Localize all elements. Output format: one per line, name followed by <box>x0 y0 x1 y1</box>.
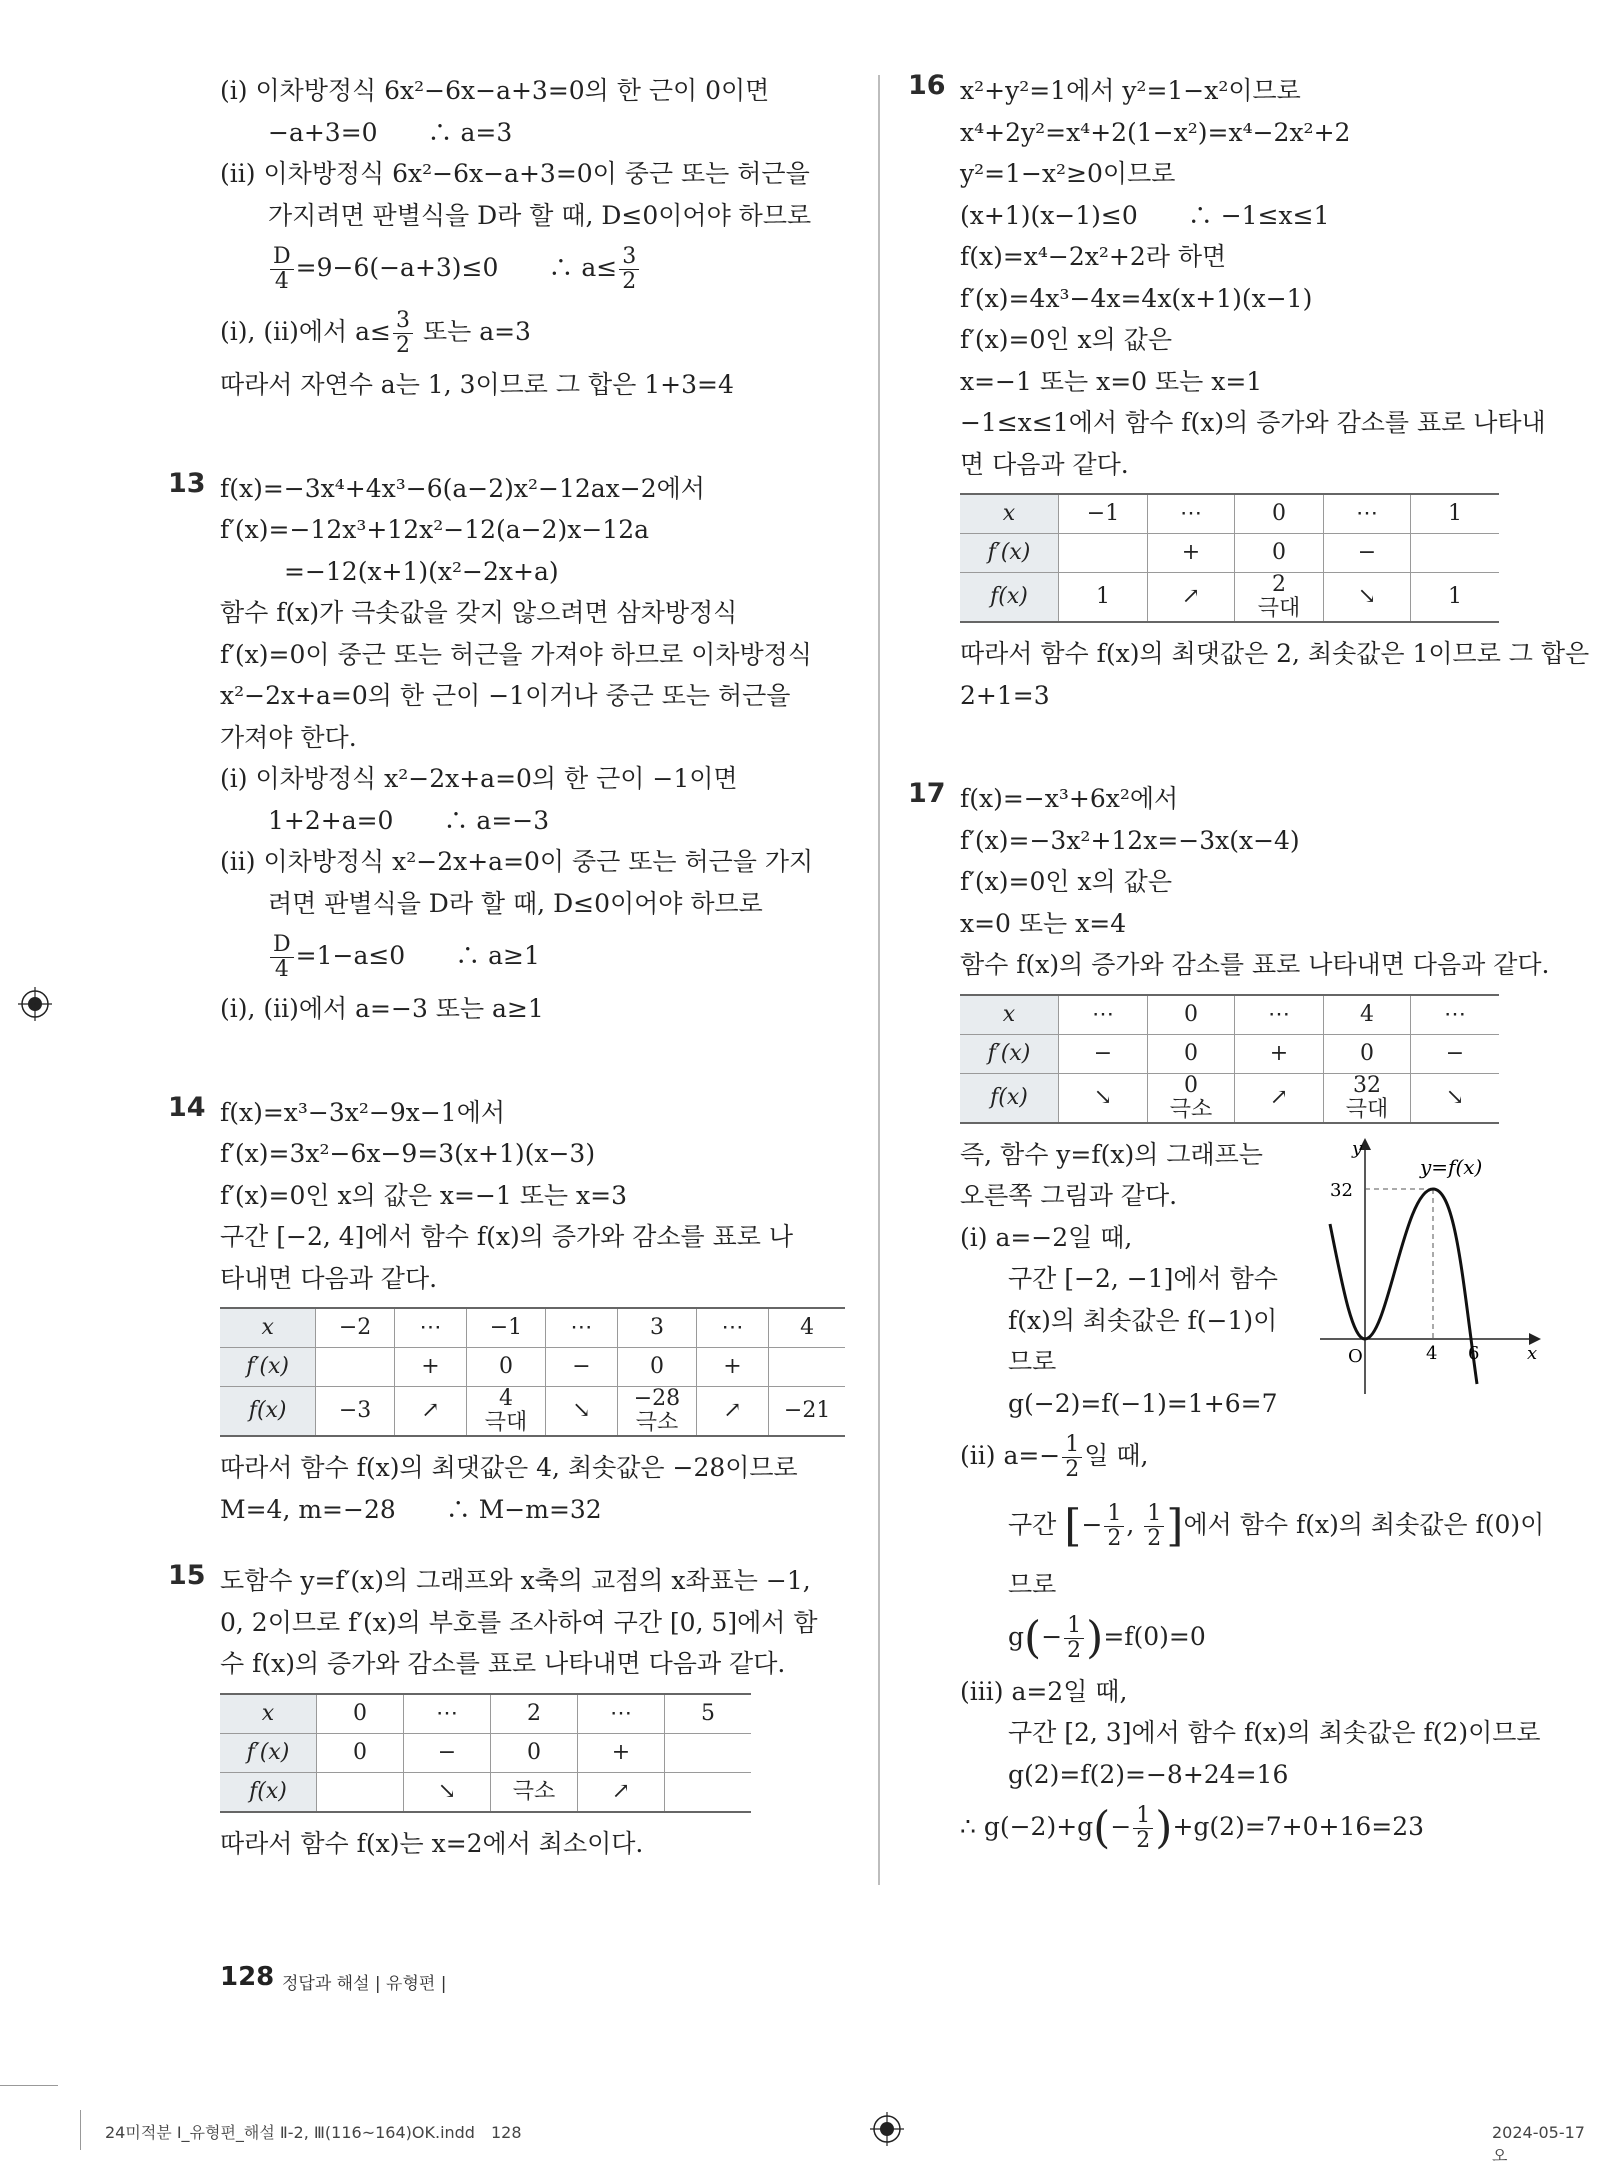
table-cell: x <box>220 1694 317 1734</box>
table-cell: ⋯ <box>696 1308 768 1348</box>
fraction: $\frac{1}{2}$ <box>1104 1502 1124 1551</box>
table-row <box>220 1733 751 1772</box>
text-line: x=−1 또는 x=0 또는 x=1 <box>960 366 1263 396</box>
text-line: f′(x)=3x²−6x−9=3(x+1)(x−3) <box>220 1139 596 1168</box>
table-cell: 4 <box>1324 995 1411 1035</box>
table-cell: 0 <box>1235 534 1324 573</box>
fraction-line: $\frac{D}{4}$ =1−a≤0 ∴ a≥1 <box>220 924 845 988</box>
table-cell: −28 극소 <box>618 1387 697 1437</box>
table-cell: 1 <box>1411 494 1500 534</box>
table-cell: 2 극대 <box>1235 573 1324 623</box>
table-row <box>220 1772 751 1812</box>
table-cell: 0 <box>1148 1034 1235 1073</box>
table-cell <box>317 1772 404 1812</box>
table-cell: − <box>1324 534 1411 573</box>
table-cell: 0 <box>618 1348 697 1387</box>
table-cell: ⋯ <box>1324 494 1411 534</box>
text-line: 면 다음과 같다. <box>960 449 1129 479</box>
table-cell: − <box>404 1733 491 1772</box>
table-cell <box>769 1348 845 1387</box>
table-cell: 4 극대 <box>467 1387 545 1437</box>
problem-number: 16 <box>908 70 946 101</box>
table-cell <box>316 1348 394 1387</box>
text-line: 타내면 다음과 같다. <box>220 1263 438 1293</box>
text-line: 므로 <box>1008 1347 1057 1376</box>
table-row <box>220 1308 845 1348</box>
table-cell: −1 <box>1059 494 1148 534</box>
table-cell: 0 <box>1324 1034 1411 1073</box>
text-line: 함수 f(x)의 증가와 감소를 표로 나타내면 다음과 같다. <box>960 950 1550 979</box>
text-line: f(x)=−x³+6x²에서 <box>960 784 1179 813</box>
text-line: g(2)=f(2)=−8+24=16 <box>1008 1759 1289 1789</box>
table-row <box>960 534 1499 573</box>
table-cell <box>665 1733 752 1772</box>
table-cell: − <box>1411 1034 1500 1073</box>
crop-mark <box>80 2110 81 2150</box>
table-cell <box>665 1772 752 1812</box>
table-cell: 4 <box>769 1308 845 1348</box>
table-cell: ⋯ <box>1059 995 1148 1035</box>
text-line: 즉, 함수 y=f(x)의 그래프는 <box>960 1139 1263 1169</box>
column-divider <box>878 75 880 1885</box>
table-cell: f(x) <box>220 1387 316 1437</box>
problem-number: 17 <box>908 778 946 809</box>
fraction-line: ∴ g(−2)+g(− $\frac{1}{2}$ )+g(2)=7+0+16=23 <box>960 1802 1425 1854</box>
text-line: 1+2+a=0 ∴ a=−3 <box>268 805 550 835</box>
tick-6: 6 <box>1468 1342 1480 1364</box>
right-column <box>908 70 1590 1861</box>
text-line: (ⅱ) 이차방정식 x²−2x+a=0이 중근 또는 허근을 가지 <box>220 847 814 876</box>
fraction: $\frac{D}{4}$ <box>270 933 294 982</box>
fraction-line: (ⅰ), (ⅱ)에서 a≤ $\frac{3}{2}$ 또는 a=3 <box>220 308 531 358</box>
table-cell: 극소 <box>491 1772 578 1812</box>
text-line: 0, 2이므로 f′(x)의 부호를 조사하여 구간 [0, 5]에서 함 <box>220 1607 818 1637</box>
table-cell: ⋯ <box>545 1308 617 1348</box>
table-cell: ⋯ <box>1411 995 1500 1035</box>
text-line: f′(x)=0이 중근 또는 허근을 가져야 하므로 이차방정식 <box>220 639 812 669</box>
problem-number: 13 <box>168 467 206 499</box>
x-label: x <box>1527 1342 1538 1364</box>
print-date: 2024-05-17 오 <box>1492 2123 1601 2165</box>
table-cell: −2 <box>316 1308 394 1348</box>
text-line: 가지려면 판별식을 D라 할 때, D≤0이어야 하므로 <box>268 200 812 230</box>
table-row <box>960 494 1499 534</box>
text-line: 오른쪽 그림과 같다. <box>960 1181 1178 1210</box>
fraction-line: $\frac{D}{4}$ =9−6(−a+3)≤0 ∴ a≤ $\frac{3}{2}$ <box>220 236 845 300</box>
table-cell: ↘ <box>1411 1073 1500 1123</box>
text-line: 구간 [−2, 4]에서 함수 f(x)의 증가와 감소를 표로 나 <box>220 1222 794 1251</box>
table-cell: ⋯ <box>404 1694 491 1734</box>
registration-mark-icon <box>870 2112 904 2146</box>
table-cell: 32 극대 <box>1324 1073 1411 1123</box>
text-line: f(x)=x³−3x²−9x−1에서 <box>220 1097 506 1127</box>
fraction-line: 구간 [− $\frac{1}{2}$ , $\frac{1}{2}$ ]에서 함수 f(x)의 최솟값은 f(0)이 <box>1008 1500 1545 1552</box>
table-cell: 1 <box>1411 573 1500 623</box>
text-line: (ⅱ) 이차방정식 6x²−6x−a+3=0이 중근 또는 허근을 <box>220 159 810 188</box>
curve-label: y=f(x) <box>1420 1154 1483 1179</box>
fraction: $\frac{3}{2}$ <box>619 245 639 294</box>
fraction: $\frac{1}{2}$ <box>1144 1502 1164 1551</box>
text-line: 따라서 함수 f(x)의 최댓값은 4, 최솟값은 −28이므로 <box>220 1453 798 1482</box>
problem-number: 14 <box>168 1091 206 1123</box>
table-cell: ⋯ <box>1235 995 1324 1035</box>
table-cell: f′(x) <box>960 1034 1059 1073</box>
text-line: 가져야 한다. <box>220 722 357 752</box>
text-line: f′(x)=0인 x의 값은 <box>960 867 1172 896</box>
text-line: y²=1−x²≥0이므로 <box>960 159 1176 188</box>
table-cell: ↘ <box>545 1387 617 1437</box>
fraction: $\frac{D}{4}$ <box>270 245 294 294</box>
text-line: (ⅰ) 이차방정식 x²−2x+a=0의 한 근이 −1이면 <box>220 764 738 793</box>
text-line: (ⅰ) a=−2일 때, <box>960 1222 1133 1252</box>
fraction: $\frac{3}{2}$ <box>393 309 413 358</box>
table-cell: −3 <box>316 1387 394 1437</box>
table-cell: 0 <box>317 1694 404 1734</box>
table-cell <box>1059 534 1148 573</box>
problem-13 <box>168 467 845 1030</box>
table-cell: −1 <box>467 1308 545 1348</box>
table-cell: f′(x) <box>220 1348 316 1387</box>
left-column <box>168 70 845 1864</box>
table-cell: ↗ <box>1148 573 1235 623</box>
table-row <box>960 1034 1499 1073</box>
table-cell: ⋯ <box>578 1694 665 1734</box>
text-line: M=4, m=−28 ∴ M−m=32 <box>220 1494 602 1524</box>
fraction: $\frac{1}{2}$ <box>1062 1433 1082 1482</box>
fraction: $\frac{1}{2}$ <box>1133 1804 1153 1853</box>
text-line: =−12(x+1)(x²−2x+a) <box>284 556 559 586</box>
text-line: x²+y²=1에서 y²=1−x²이므로 <box>960 76 1301 105</box>
page-number: 128 <box>220 1962 275 1992</box>
text-line: 수 f(x)의 증가와 감소를 표로 나타내면 다음과 같다. <box>220 1649 786 1678</box>
text-line: 려면 판별식을 D라 할 때, D≤0이어야 하므로 <box>268 888 763 918</box>
text-line: f′(x)=4x³−4x=4x(x+1)(x−1) <box>960 283 1313 313</box>
table-cell: 0 <box>467 1348 545 1387</box>
table-cell: + <box>1235 1034 1324 1073</box>
text-line: 구간 [−2, −1]에서 함수 <box>1008 1264 1278 1293</box>
cubic-graph <box>1320 1134 1550 1404</box>
table-cell: 5 <box>665 1694 752 1734</box>
table-cell: f(x) <box>960 1073 1059 1123</box>
text-line: 따라서 함수 f(x)의 최댓값은 2, 최솟값은 1이므로 그 합은 <box>960 639 1590 668</box>
text-line: f′(x)=0인 x의 값은 <box>960 325 1172 354</box>
table-cell: 0 <box>1148 995 1235 1035</box>
table-cell: f(x) <box>960 573 1059 623</box>
text-line: x²−2x+a=0의 한 근이 −1이거나 중근 또는 허근을 <box>220 681 791 710</box>
table-cell: + <box>1148 534 1235 573</box>
text-line: f(x)의 최솟값은 f(−1)이 <box>1008 1305 1278 1335</box>
text-line: 므로 <box>1008 1569 1057 1599</box>
registration-mark-icon <box>18 987 52 1021</box>
fraction-line: g(− $\frac{1}{2}$ )=f(0)=0 <box>1008 1612 1206 1664</box>
table-cell: ⋯ <box>394 1308 466 1348</box>
text-line: 따라서 함수 f(x)는 x=2에서 최소이다. <box>220 1828 644 1858</box>
table-cell: 0 <box>1235 494 1324 534</box>
text-line: f(x)=−3x⁴+4x³−6(a−2)x²−12ax−2에서 <box>220 473 705 503</box>
table-row <box>220 1694 751 1734</box>
table-cell: ↗ <box>1235 1073 1324 1123</box>
text-line: x=0 또는 x=4 <box>960 908 1127 938</box>
origin-label: O <box>1348 1345 1363 1367</box>
table-cell: ↗ <box>578 1772 665 1812</box>
text-line: −1≤x≤1에서 함수 f(x)의 증가와 감소를 표로 나타내 <box>960 408 1546 437</box>
problem-17 <box>908 778 1550 1861</box>
footer-label: 정답과 해설 | 유형편 | <box>282 1974 447 1994</box>
text-line: 함수 f(x)가 극솟값을 갖지 않으려면 삼차방정식 <box>220 598 738 627</box>
text-line: f′(x)=−12x³+12x²−12(a−2)x−12a <box>220 515 650 544</box>
table-row <box>960 1073 1499 1123</box>
file-info: 24미적분 Ⅰ_유형편_해설 Ⅱ-2, Ⅲ(116~164)OK.indd 128 <box>105 2123 522 2142</box>
table-cell: ↘ <box>404 1772 491 1812</box>
problem-14 <box>168 1091 845 1531</box>
variation-table <box>960 493 1499 623</box>
text-line: 구간 [2, 3]에서 함수 f(x)의 최솟값은 f(2)이므로 <box>1008 1718 1541 1747</box>
text-line: g(−2)=f(−1)=1+6=7 <box>1008 1388 1278 1418</box>
table-cell: 0 <box>317 1733 404 1772</box>
text-line: 따라서 자연수 a는 1, 3이므로 그 합은 1+3=4 <box>220 370 734 399</box>
table-cell: ⋯ <box>1148 494 1235 534</box>
text-line: f′(x)=−3x²+12x=−3x(x−4) <box>960 825 1300 855</box>
table-cell: ↘ <box>1059 1073 1148 1123</box>
text-line: 2+1=3 <box>960 680 1050 710</box>
table-cell: 0 <box>491 1733 578 1772</box>
table-cell: 2 <box>491 1694 578 1734</box>
table-cell: + <box>394 1348 466 1387</box>
variation-table <box>220 1693 751 1813</box>
table-cell: − <box>545 1348 617 1387</box>
variation-table <box>960 994 1499 1124</box>
variation-table <box>220 1307 845 1437</box>
table-cell: x <box>960 494 1059 534</box>
crop-mark <box>0 2085 58 2086</box>
y-label: y <box>1352 1137 1363 1159</box>
table-row <box>220 1348 845 1387</box>
table-cell: 3 <box>618 1308 697 1348</box>
text-line: −a+3=0 ∴ a=3 <box>268 117 513 147</box>
graph-section <box>960 1134 1540 1425</box>
table-cell: 0 극소 <box>1148 1073 1235 1123</box>
table-row <box>960 573 1499 623</box>
tick-32: 32 <box>1330 1179 1353 1201</box>
table-cell: x <box>220 1308 316 1348</box>
fraction-line: (ⅱ) a=− $\frac{1}{2}$ 일 때, <box>960 1432 1149 1482</box>
table-cell: x <box>960 995 1059 1035</box>
problem-15 <box>168 1560 845 1864</box>
table-cell: ↗ <box>696 1387 768 1437</box>
text-line: x⁴+2y²=x⁴+2(1−x²)=x⁴−2x²+2 <box>960 117 1351 147</box>
tick-4: 4 <box>1426 1342 1438 1364</box>
table-cell: f′(x) <box>220 1733 317 1772</box>
problem-number: 15 <box>168 1560 206 1591</box>
text-line: (x+1)(x−1)≤0 ∴ −1≤x≤1 <box>960 200 1330 230</box>
table-cell: f(x) <box>220 1772 317 1812</box>
text-line: 도함수 y=f′(x)의 그래프와 x축의 교점의 x좌표는 −1, <box>220 1566 811 1595</box>
table-row <box>220 1387 845 1437</box>
text-line: (ⅰ) 이차방정식 6x²−6x−a+3=0의 한 근이 0이면 <box>220 76 770 105</box>
table-cell: − <box>1059 1034 1148 1073</box>
table-cell: −21 <box>769 1387 845 1437</box>
table-cell: ↗ <box>394 1387 466 1437</box>
table-cell: + <box>578 1733 665 1772</box>
table-row <box>960 995 1499 1035</box>
text-line: (ⅲ) a=2일 때, <box>960 1676 1128 1706</box>
table-cell: ↘ <box>1324 573 1411 623</box>
table-cell: f′(x) <box>960 534 1059 573</box>
text-line: f(x)=x⁴−2x²+2라 하면 <box>960 242 1227 271</box>
table-cell: + <box>696 1348 768 1387</box>
fraction: $\frac{1}{2}$ <box>1064 1614 1084 1663</box>
table-cell <box>1411 534 1500 573</box>
problem-16 <box>908 70 1590 716</box>
table-cell: 1 <box>1059 573 1148 623</box>
text-line: f′(x)=0인 x의 값은 x=−1 또는 x=3 <box>220 1180 627 1210</box>
text-line: (ⅰ), (ⅱ)에서 a=−3 또는 a≥1 <box>220 994 544 1023</box>
